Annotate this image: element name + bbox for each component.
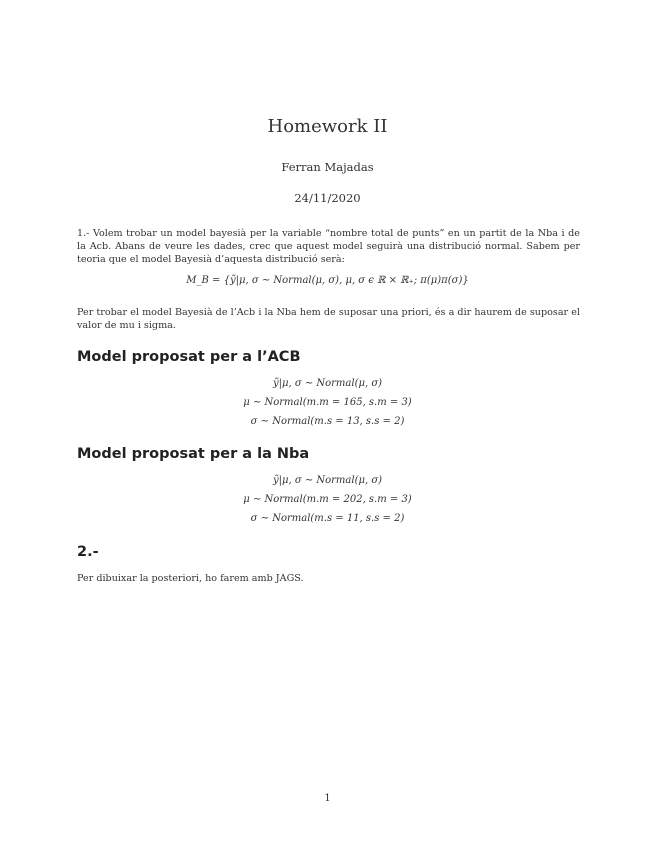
section-heading-nba: Model proposat per a la Nba [77,446,310,462]
section-2-paragraph: Per dibuixar la posteriori, ho farem amb JAGS. [77,573,304,584]
page-number: 1 [324,793,331,804]
acb-equation-likelihood: ỹ|μ, σ ∼ Normal(μ, σ) [272,378,383,389]
prior-paragraph: Per trobar el model Bayesià de l’Acb i la Nba hem de suposar una priori, és a dir haurem de suposar el valor de mu i sigma. [77,307,580,331]
document-author: Ferran Majadas [281,160,374,174]
acb-equation-sigma-prior: σ ∼ Normal(m.s = 13, s.s = 2) [250,416,405,427]
document-date: 24/11/2020 [294,191,361,205]
nba-equation-likelihood: ỹ|μ, σ ∼ Normal(μ, σ) [272,475,383,486]
intro-paragraph: 1.- Volem trobar un model bayesià per la variable “nombre total de punts” en un partit de la Nba i de la Acb. Abans de veure les dades, crec que aquest model seguirà una distribució normal. Sabem per teoria que el model Bayesià d’aquesta distribució serà: [77,228,580,265]
acb-equation-mu-prior: μ ∼ Normal(m.m = 165, s.m = 3) [243,397,412,408]
model-formula: M_B = {ỹ|μ, σ ∼ Normal(μ, σ), μ, σ ϵ ℝ × ℝ₊; π(μ)π(σ)} [186,275,469,286]
nba-equation-mu-prior: μ ∼ Normal(m.m = 202, s.m = 3) [243,494,412,505]
section-heading-acb: Model proposat per a l’ACB [77,349,301,365]
document-title: Homework II [267,116,388,137]
section-heading-2: 2.- [77,544,99,560]
nba-equation-sigma-prior: σ ∼ Normal(m.s = 11, s.s = 2) [250,513,405,524]
